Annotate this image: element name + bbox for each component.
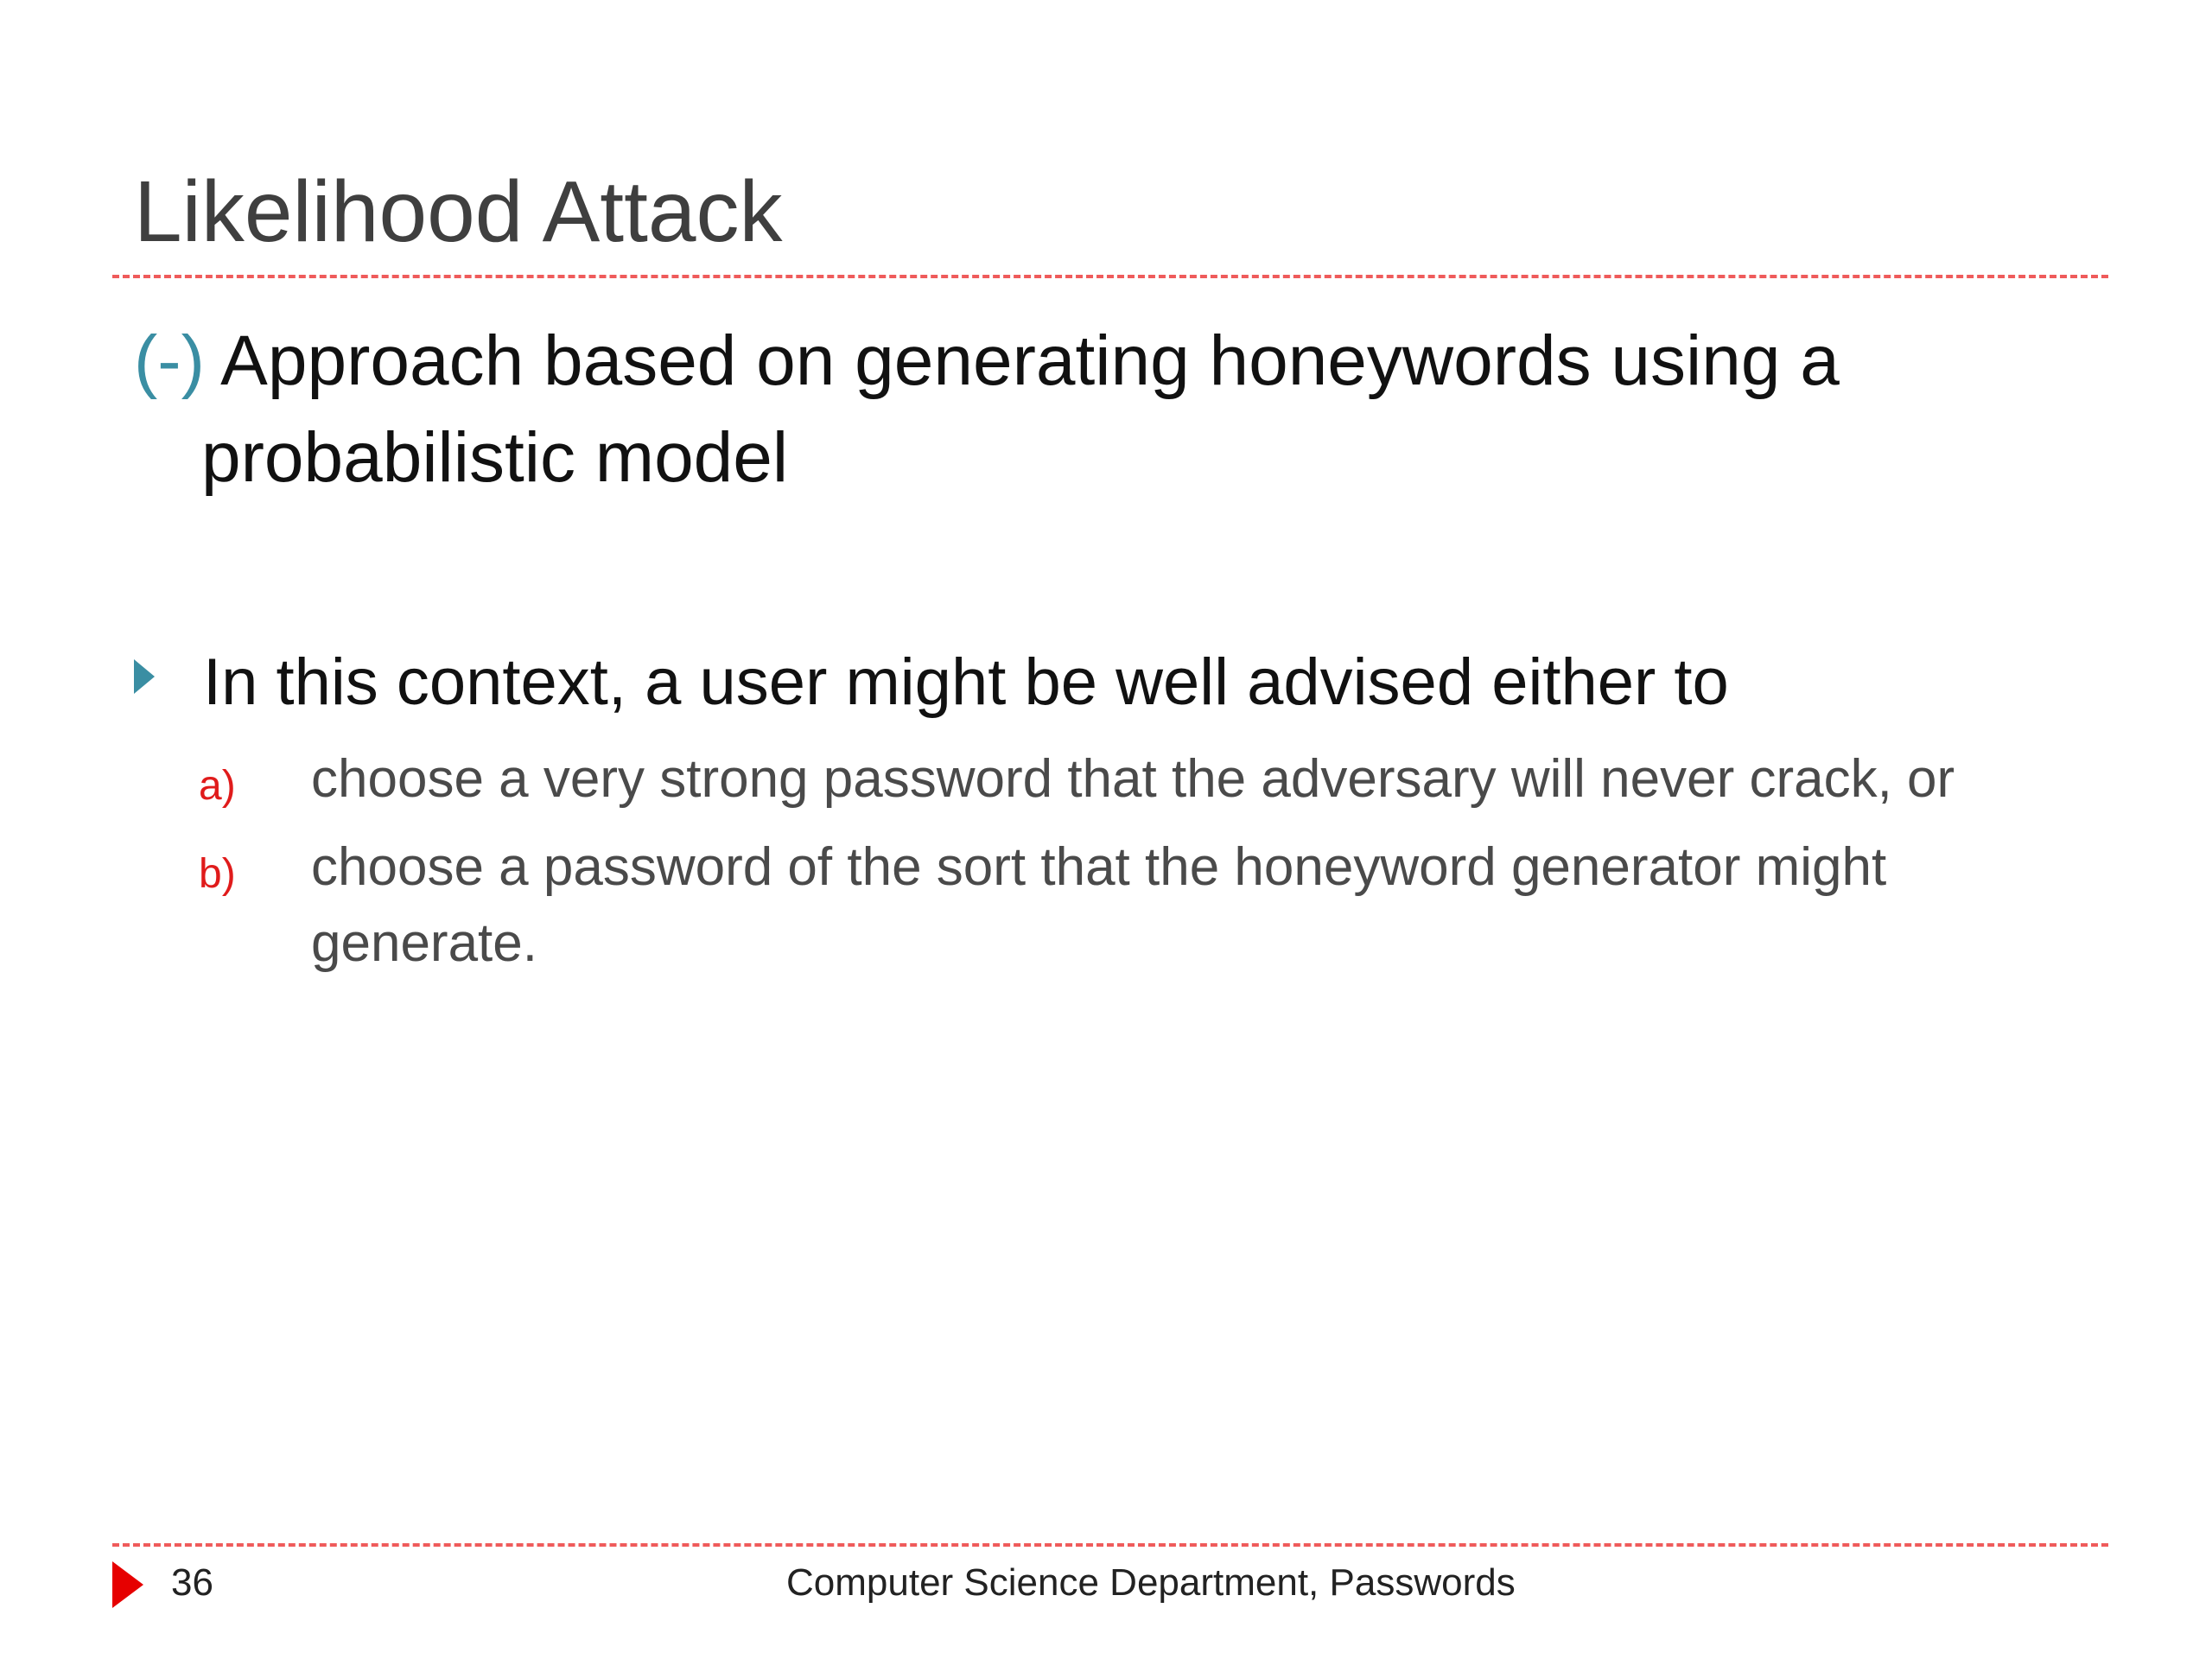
sub-item-text: choose a password of the sort that the honeyword generator might generate. xyxy=(311,837,1887,973)
footer-divider xyxy=(112,1543,2108,1547)
page-number: 36 xyxy=(171,1561,213,1604)
slide-title: Likelihood Attack xyxy=(134,163,783,260)
lead-paragraph xyxy=(134,313,2035,506)
sub-item-text: choose a very strong password that the adversary will never crack, or xyxy=(311,749,1955,809)
title-divider xyxy=(112,275,2108,278)
lead-prefix: (-) xyxy=(134,321,205,400)
sub-item-marker: a) xyxy=(199,763,236,809)
sub-item-b xyxy=(199,830,2065,982)
sub-item-marker: b) xyxy=(199,851,236,897)
lead-line-1: Approach based on generating honeywords using a xyxy=(204,321,1840,400)
bullet-text: In this context, a user might be well advised either to xyxy=(203,645,1729,719)
footer-triangle-icon xyxy=(112,1561,143,1608)
bullet-triangle-icon xyxy=(134,659,155,694)
sub-item-a xyxy=(199,741,2065,817)
footer-text: Computer Science Department, Passwords xyxy=(786,1561,1516,1604)
bullet-item xyxy=(134,639,1729,726)
lead-line-2: probabilistic model xyxy=(201,418,789,497)
